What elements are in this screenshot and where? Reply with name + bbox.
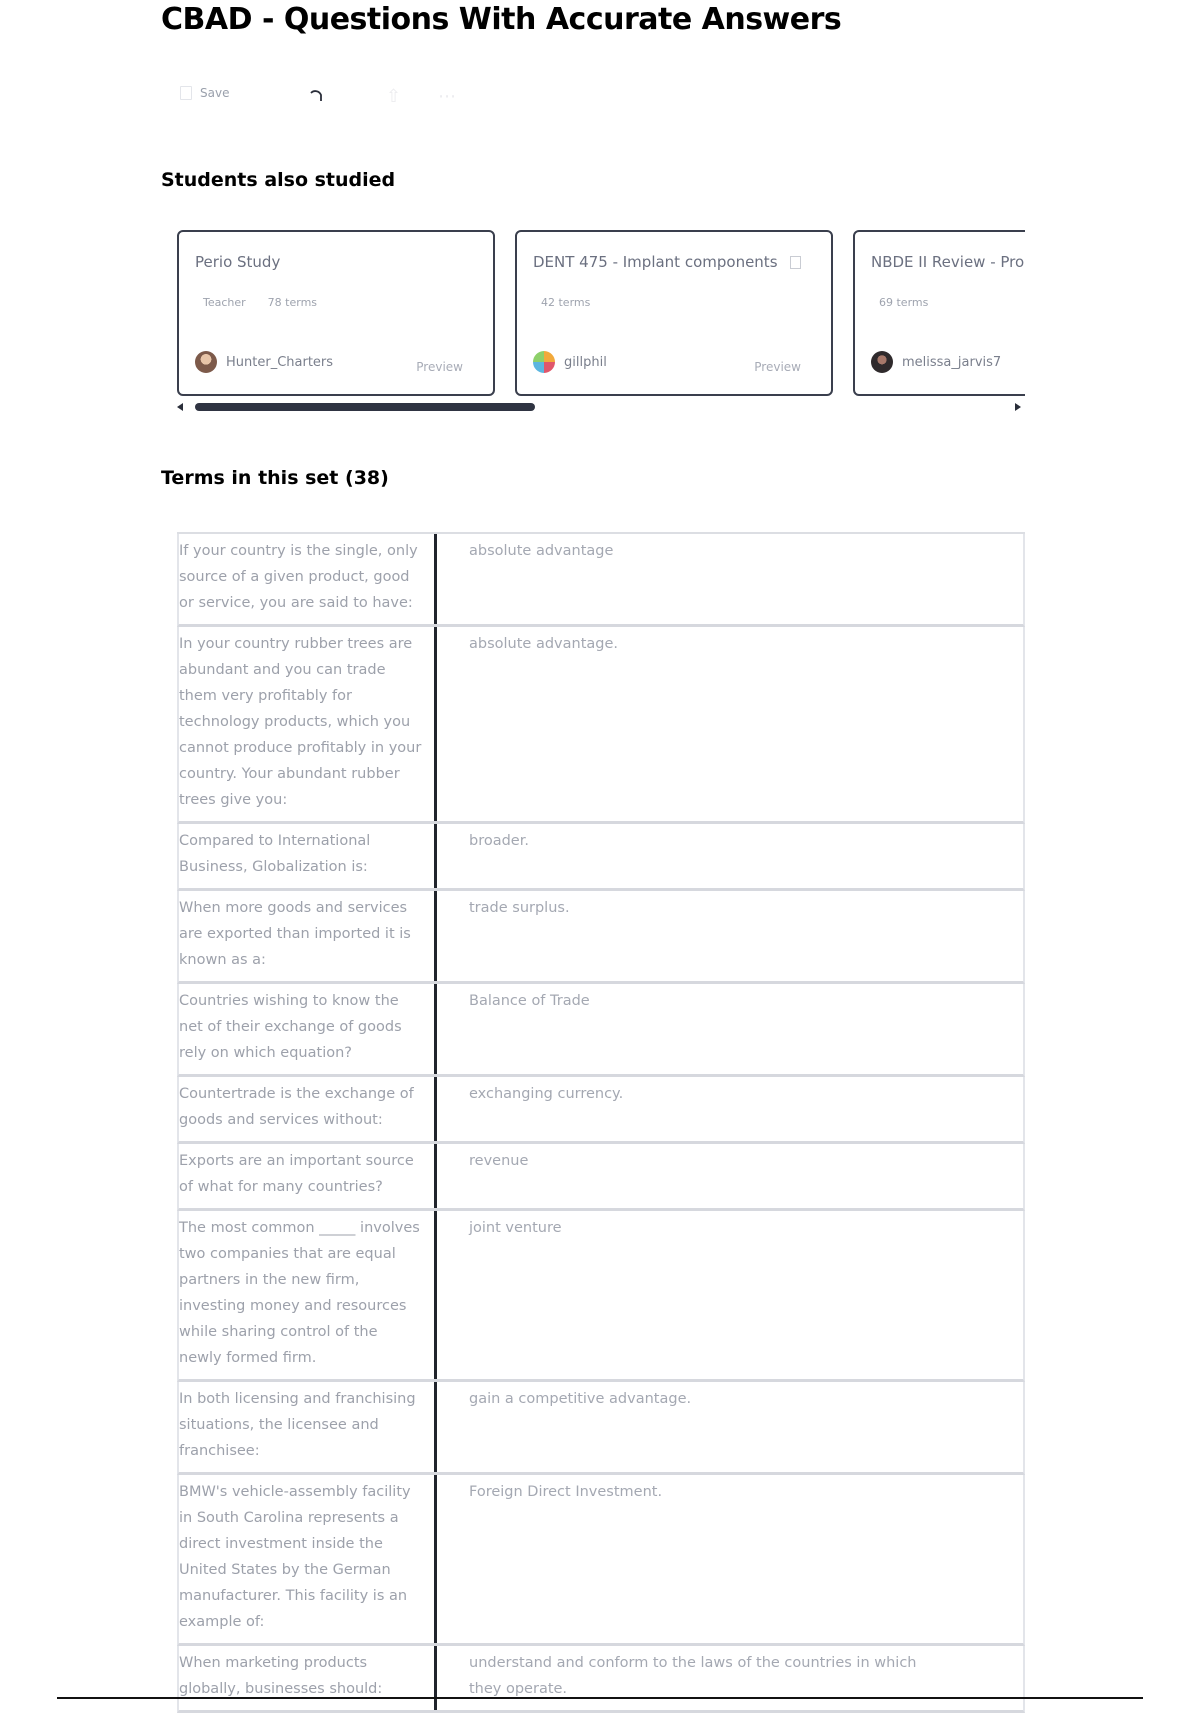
term-text: Countertrade is the exchange of goods and services without: [179,1077,437,1141]
term-text: When more goods and services are exported than imported it is known as a: [179,891,437,981]
definition-text: joint venture [469,1220,562,1236]
preview-button[interactable]: Preview [754,360,801,374]
definition-text: understand and conform to the laws of the countries in which they operate. [469,1655,917,1697]
study-set-card[interactable] [853,230,1025,396]
card-role-badge: Teacher [203,296,246,309]
term-row [177,1475,1025,1646]
carousel-scrollbar-thumb[interactable] [195,403,535,411]
avatar [871,351,893,373]
card-author [195,351,333,373]
term-text: BMW's vehicle-assembly facility in South Carolina represents a direct investment inside the United States by the German manufacturer. This facility is an example of: [179,1475,437,1643]
term-text: If your country is the single, only source of a given product, good or service, you are said to have: [179,534,437,624]
definition-text: absolute advantage. [469,636,619,652]
definition-text: trade surplus. [469,900,570,916]
more-options-icon[interactable]: ⋯ [438,86,456,107]
study-set-card[interactable] [515,230,833,396]
term-text: Compared to International Business, Globalization is: [179,824,437,888]
term-text: Countries wishing to know the net of their exchange of goods rely on which equation? [179,984,437,1074]
term-text: When marketing products globally, businesses should: [179,1646,437,1710]
document-icon [790,256,801,269]
loading-spinner-icon [308,88,324,104]
card-title: DENT 475 - Implant components [533,253,778,271]
bookmark-icon [180,86,192,100]
term-row [177,891,1025,984]
scroll-left-arrow-icon[interactable] [177,403,183,411]
save-label: Save [200,86,230,100]
term-row [177,627,1025,824]
also-studied-carousel [177,230,1025,416]
terms-in-set-heading: Terms in this set (38) [161,467,389,489]
share-icon[interactable]: ⇧ [386,86,402,107]
term-text: The most common _____ involves two companies that are equal partners in the new firm, investing money and resources while sharing control of the newly formed firm. [179,1211,437,1379]
card-author [871,351,1001,373]
definition-text: absolute advantage [469,543,614,559]
card-title: Perio Study [195,253,281,271]
term-row [177,1211,1025,1382]
definition-text: Foreign Direct Investment. [469,1484,663,1500]
card-meta [203,296,317,309]
term-row [177,1382,1025,1475]
term-text: Exports are an important source of what for many countries? [179,1144,437,1208]
author-name: gillphil [564,354,607,370]
definition-text: Balance of Trade [469,993,590,1009]
study-set-card[interactable] [177,230,495,396]
card-author [533,351,607,373]
definition-text: revenue [469,1153,529,1169]
term-row [177,1646,1025,1713]
avatar [195,351,217,373]
term-text: In your country rubber trees are abundant and you can trade them very profitably for technology products, which you cannot produce profitably in your country. Your abundant rubber trees give you: [179,627,437,821]
scroll-right-arrow-icon[interactable] [1015,403,1021,411]
avatar [533,351,555,373]
students-also-studied-heading: Students also studied [161,169,396,191]
card-term-count: 78 terms [267,296,318,309]
term-text: In both licensing and franchising situations, the licensee and franchisee: [179,1382,437,1472]
term-row [177,824,1025,891]
term-row [177,1144,1025,1211]
page-title: CBAD - Questions With Accurate Answers [161,2,842,37]
card-meta [541,296,590,309]
card-title: NBDE II Review - Pro [871,253,1025,271]
terms-table [177,532,1025,1713]
bottom-divider [57,1697,1143,1699]
card-title-row [533,253,801,271]
preview-button[interactable]: Preview [416,360,463,374]
author-name: Hunter_Charters [226,354,334,370]
save-button[interactable] [180,86,229,100]
definition-text: broader. [469,833,529,849]
card-meta [879,296,928,309]
card-term-count: 69 terms [879,296,929,309]
term-row [177,534,1025,627]
card-term-count: 42 terms [541,296,591,309]
term-row [177,1077,1025,1144]
definition-text: exchanging currency. [469,1086,624,1102]
definition-text: gain a competitive advantage. [469,1391,692,1407]
author-name: melissa_jarvis7 [902,354,1002,370]
term-row [177,984,1025,1077]
